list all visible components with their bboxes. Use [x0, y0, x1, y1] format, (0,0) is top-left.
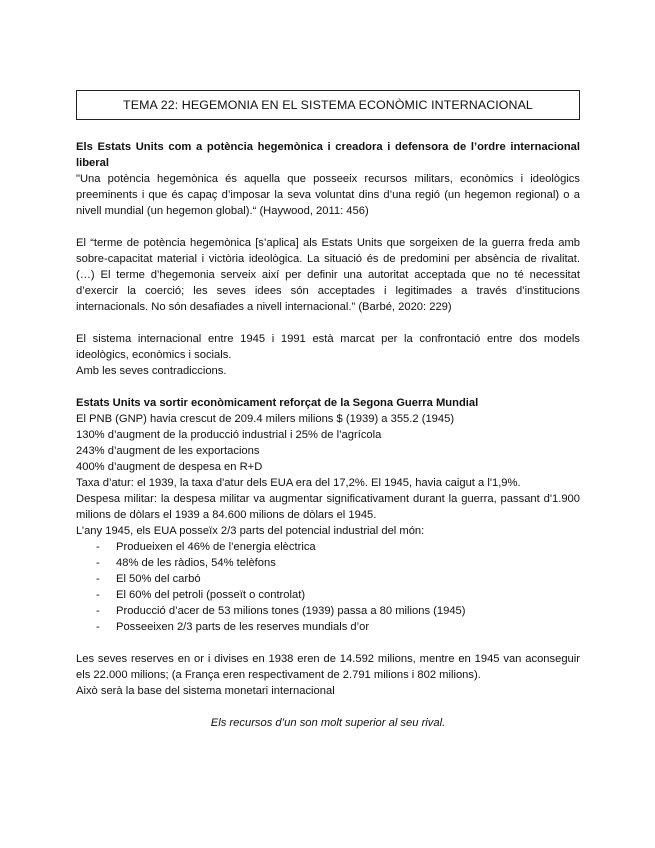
list-item: - 48% de les ràdios, 54% telèfons	[96, 555, 580, 571]
quote-barbe: El “terme de potència hegemònica [s’aplica] als Estats Units que sorgeixen de la guerra freda amb sobre-capacitat material i victòria ideològica. La situació és de predomini per absència de rivalitat. (…) El terme d’hegemonia serveix així per definir una autoritat acceptada que no té necessitat d’exercir la coerció; les seves idees són acceptades i legitimades a través d’institucions internacionals. No són desafiades a nivell internacional.” (Barbé, 2020: 229)	[76, 237, 580, 313]
list-item: - Producció d’acer de 53 milions tones (1939) passa a 80 milions (1945)	[96, 603, 580, 619]
list-intro: L’any 1945, els EUA posseïx 2/3 parts del potencial industrial del món:	[76, 525, 425, 537]
reserves-paragraph: Les seves reserves en or i divises en 1938 eren de 14.592 milions, mentre en 1945 van aconseguir els 22.000 milions; (a França eren respectivament de 2.791 milions i 802 milions).	[76, 653, 580, 681]
section-reserves	[76, 651, 580, 731]
industrial-list	[76, 539, 580, 635]
section-heading-hegemony: Els Estats Units com a potència hegemònica i creadora i defensora de l’ordre internacional liberal	[76, 141, 580, 169]
title-box	[76, 90, 580, 120]
military-spending: Despesa militar: la despesa militar va augmentar significativament durant la guerra, passant d'1.900 milions de dòlars el 1939 a 84.600 milions de dòlars el 1945.	[76, 493, 580, 521]
paragraph-international-system: El sistema internacional entre 1945 i 1991 està marcat per la confrontació entre dos models ideològics, econòmics i socials.	[76, 333, 580, 361]
section-hegemony	[76, 139, 580, 379]
stat-line: El PNB (GNP) havia crescut de 209.4 milers milions $ (1939) a 355.2 (1945)	[76, 413, 455, 425]
stat-line: 243% d’augment de les exportacions	[76, 445, 260, 457]
section-economy	[76, 395, 580, 635]
page-title: TEMA 22: HEGEMONIA EN EL SISTEMA ECONÒMIC INTERNACIONAL	[123, 98, 533, 112]
list-item: - El 60% del petroli (posseït o controlat)	[96, 587, 580, 603]
list-item: - El 50% del carbó	[96, 571, 580, 587]
quote-haywood: "Una potència hegemònica és aquella que posseeix recursos militars, econòmics i ideològics preeminents i que és capaç d’imposar la seva voluntat dins d’una regió (un hegemon regional) o a nivell mundial (un hegemon global).“ (Haywood, 2011: 456)	[76, 173, 580, 217]
stat-line: Taxa d’atur: el 1939, la taxa d'atur dels EUA era del 17,2%. El 1945, havia caigut a l'1,9%.	[76, 477, 521, 489]
section-heading-economy: Estats Units va sortir econòmicament reforçat de la Segona Guerra Mundial	[76, 397, 479, 409]
document-page	[76, 90, 580, 731]
conclusion: Els recursos d’un son molt superior al seu rival.	[210, 717, 446, 729]
list-item: - Posseeixen 2/3 parts de les reserves mundials d’or	[96, 619, 580, 635]
monetary-base: Això serà la base del sistema monetari internacional	[76, 685, 335, 697]
stat-line: 130% d’augment de la producció industrial i 25% de l’agrícola	[76, 429, 382, 441]
list-item: - Produeixen el 46% de l’energia elèctrica	[96, 539, 580, 555]
paragraph-contradictions: Amb les seves contradiccions.	[76, 365, 227, 377]
stat-line: 400% d’augment de despesa en R+D	[76, 461, 263, 473]
